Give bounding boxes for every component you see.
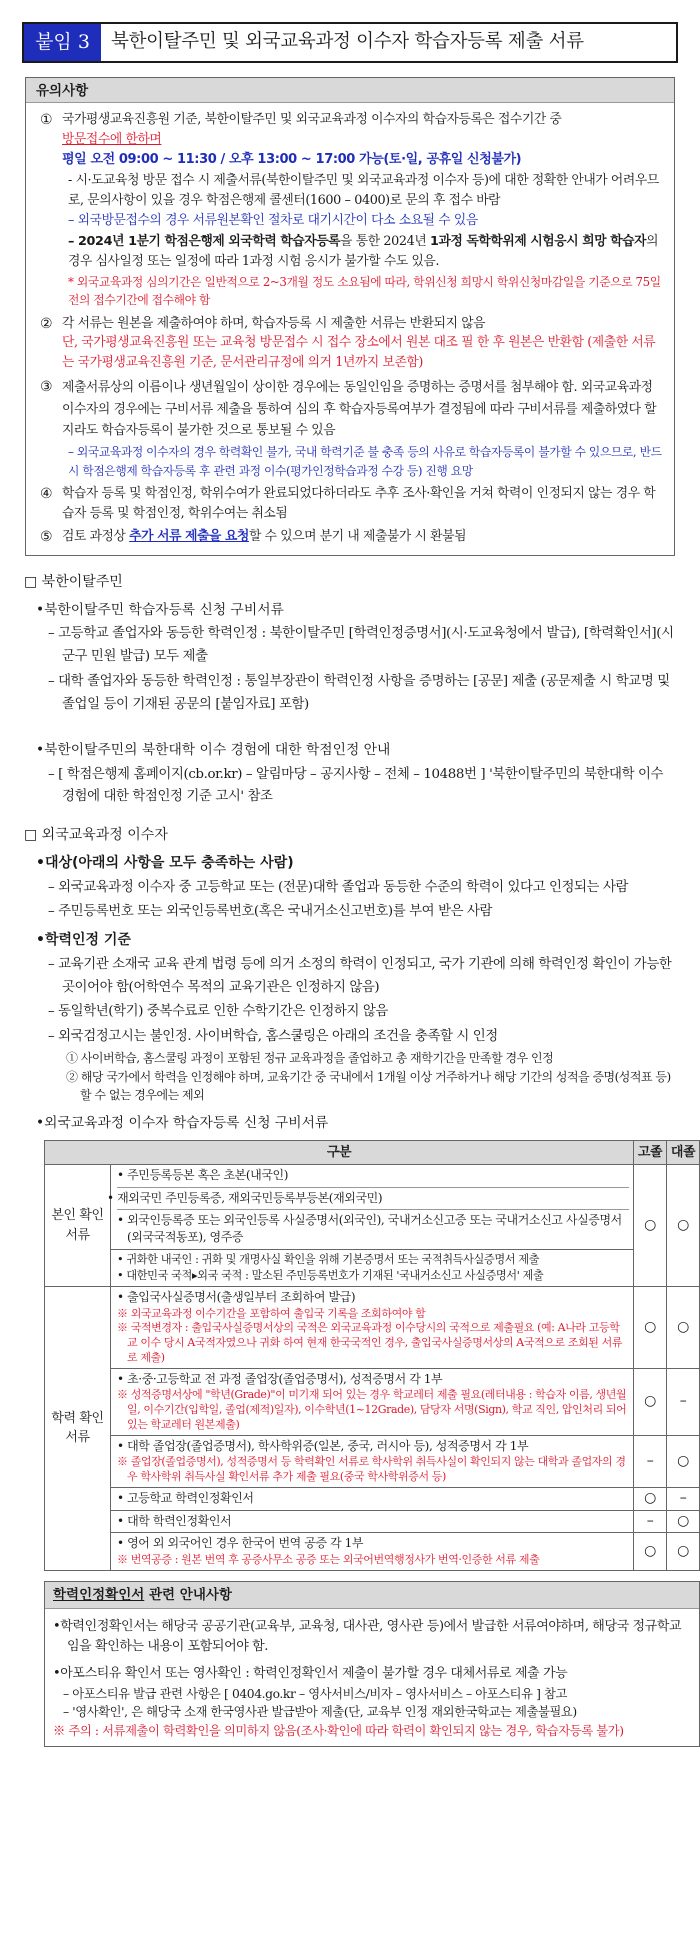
table-row — [45, 1487, 700, 1510]
table-row — [45, 1510, 700, 1533]
condition-item: ① 사이버학습, 홈스쿨링 과정이 포함된 정규 교육과정을 졸업하고 총 재학기간을 만족할 경우 인정 — [66, 1051, 554, 1066]
check-mark: ○ — [634, 1533, 667, 1570]
section-title-north-korea: □ 북한이탈주민 — [24, 574, 123, 591]
table-row — [45, 1435, 700, 1487]
notice-sub-note: * 외국교육과정 심의기간은 일반적으로 2~3개월 정도 소요됨에 따라, 학위신청 희망시 학위신청마감일을 기준으로 75일 전의 접수기간에 접수해야 함 — [68, 274, 661, 308]
check-mark: – — [634, 1435, 667, 1487]
notice-text: 검토 과정상 — [62, 529, 126, 545]
table-cell — [111, 1287, 634, 1369]
dash-item: – 주민등록번호 또는 외국인등록번호(혹은 국내거소신고번호)를 부여 받은 사람 — [48, 904, 493, 920]
notice-emphasis: 단, 국가평생교육진흥원 또는 교육청 방문접수 시 접수 장소에서 원본 대조 필 한 후 원본은 반환함 (제출한 서류는 국가평생교육진흥원 기준, 문서관리규정에 의거 1년까지 보존함) — [62, 335, 656, 371]
table-cell — [111, 1368, 634, 1435]
category-cell: 학력 확인 서류 — [45, 1287, 111, 1570]
item-number: ⑤ — [40, 529, 53, 546]
check-mark: – — [634, 1510, 667, 1533]
dash-item: – 외국검정고시는 불인정. 사이버학습, 홈스쿨링은 아래의 조건을 충족할 시 인정 — [48, 1029, 498, 1045]
bullet-heading: •북한이탈주민 학습자등록 신청 구비서류 — [36, 601, 284, 618]
bullet-heading: •외국교육과정 이수자 학습자등록 신청 구비서류 — [36, 1114, 329, 1131]
check-mark: ○ — [667, 1435, 700, 1487]
notice-item-4 — [40, 484, 664, 524]
notice-text: 각 서류는 원본을 제출하여야 하며, 학습자등록 시 제출한 서류는 반환되지 않음 — [62, 315, 486, 331]
item-number: ② — [40, 315, 53, 332]
notice-text: 제출서류상의 이름이나 생년월일이 상이한 경우에는 동일인임을 증명하는 증명서를 첨부해야 함. 외국교육과정 이수자의 경우에는 구비서류 제출을 통하여 심의 후 학습자등록여부가 결정됨에 따라 구비서류를 제출하였다 할지라도 학습자등록이 불가한 것으로 통보될 수 있음 — [62, 379, 657, 439]
condition-item: ② 해당 국가에서 학력을 인정해야 하며, 교육기간 중 국내에서 1개월 이상 거주하거나 해당 기간의 성적을 증명(성적표 등) 할 수 없는 경우에는 제외 — [66, 1069, 671, 1103]
notice-sub-bold: – 2024년 1분기 학점은행제 외국학력 학습자등록 — [68, 234, 341, 250]
table-cell — [111, 1510, 634, 1533]
table-row — [45, 1249, 700, 1286]
doc-note: ※ 성적증명서상에 "학년(Grade)"이 미기재 되어 있는 경우 학교레터 제출 필요(레터내용 : 학습자 이름, 생년월일, 이수기간(입학일, 졸업(제적)일자), 이수학년(1~12Grade), 담당자 서명(Sign), 학교 직인, 압인처리 되어있는 학교레터 원본제출) — [117, 1388, 627, 1432]
dash-item: – 교육기관 소재국 교육 관계 법령 등에 의거 소정의 학력이 인정되고, 국가 기관에 의해 학력인정 확인이 가능한 곳이어야 함(어학연수 목적의 교육기관은 인정하지 않음) — [48, 956, 672, 995]
table-row — [45, 1287, 700, 1369]
doc-item: • 대학 졸업장(졸업증명서), 학사학위증(일본, 중국, 러시아 등), 성적증명서 각 1부 — [117, 1438, 529, 1453]
attachment-tag: 붙임 3 — [24, 24, 101, 61]
doc-item: • 외국인등록증 또는 외국인등록 사실증명서(외국인), 국내거소신고증 또는 국내거소신고 사실증명서(외국국적동포), 영주증 — [117, 1212, 622, 1245]
check-mark: ○ — [667, 1533, 700, 1570]
notice-item-3 — [40, 377, 664, 480]
document-header — [22, 22, 678, 63]
doc-item: • 고등학교 학력인정확인서 — [117, 1491, 254, 1506]
bullet-heading: •대상(아래의 사항을 모두 충족하는 사람) — [36, 854, 294, 871]
notice-bullet: •학력인정확인서는 해당국 공공기관(교육부, 교육청, 대사관, 영사관 등)에서 발급한 서류여야하며, 해당국 정규학교임을 확인하는 내용이 포함되어야 함. — [53, 1618, 682, 1655]
doc-item: • 출입국사실증명서(출생일부터 조회하여 발급) — [117, 1290, 356, 1305]
notice-bullet: •아포스티유 확인서 또는 영사확인 : 학력인정확인서 제출이 불가할 경우 대체서류로 제출 가능 — [53, 1666, 568, 1682]
check-mark: ○ — [634, 1487, 667, 1510]
table-cell — [107, 1165, 634, 1250]
reception-hours: 평일 오전 09:00 ~ 11:30 / 오후 13:00 ~ 17:00 가능(토·일, 공휴일 신청불가) — [62, 151, 522, 167]
dash-item: – 동일학년(학기) 중복수료로 인한 수학기간은 인정하지 않음 — [48, 1004, 388, 1020]
notice-body — [26, 103, 674, 555]
check-mark: ○ — [667, 1287, 700, 1369]
table-row — [45, 1368, 700, 1435]
doc-item: • 대한민국 국적▸외국 국적 : 말소된 주민등록번호가 기재된 '국내거소신고 사실증명서' 제출 — [117, 1268, 544, 1282]
bullet-heading: •학력인정 기준 — [36, 932, 131, 949]
dash-item: – [ 학점은행제 홈페이지(cb.or.kr) – 알림마당 – 공지사항 – 전체 – 10488번 ] '북한이탈주민의 북한대학 이수 경험에 대한 학점인정 기준 고시' 참조 — [48, 766, 664, 805]
notice-sub: – 외국교육과정 이수자의 경우 학력확인 불가, 국내 학력기준 불 충족 등의 사유로 학습자등록이 불가할 수 있으므로, 반드시 학점은행제 학습자등록 후 관련 과정 이수(평가인정학습과정 수강 등) 진행 요망 — [68, 445, 662, 478]
table-header: 대졸 — [667, 1141, 700, 1165]
table-header: 구분 — [45, 1141, 634, 1165]
caution-note: ※ 주의 : 서류제출이 학력확인을 의미하지 않음(조사·확인에 따라 학력이 확인되지 않는 경우, 학습자등록 불가) — [53, 1723, 624, 1738]
notice-item-2 — [40, 314, 664, 373]
check-mark: – — [667, 1368, 700, 1435]
check-mark: ○ — [667, 1165, 700, 1287]
doc-note: ※ 졸업장(졸업증명서), 성적증명서 등 학력확인 서류로 학사학위 취득사실이 확인되지 않는 대학과 졸업자의 경우 학사학위 취득사실 확인서류 추가 제출 필요(중국 학사학위증서 등) — [117, 1455, 626, 1484]
heading-text: 관련 안내사항 — [144, 1586, 232, 1603]
category-cell: 본인 확인 서류 — [45, 1165, 111, 1287]
doc-item: • 귀화한 내국인 : 귀화 및 개명사실 확인을 위해 기본증명서 또는 국적취득사실증명서 제출 — [117, 1252, 540, 1266]
notice-emphasis: 추가 서류 제출을 요청 — [129, 529, 249, 545]
doc-item: • 대학 학력인정확인서 — [117, 1513, 232, 1528]
notice-text: 학습자 등록 및 학점인정, 학위수여가 완료되었다하더라도 추후 조사·확인을 거쳐 학력이 인정되지 않는 경우 학습자 등록 및 학점인정, 학위수여는 취소됨 — [62, 485, 656, 521]
notice-sub: – '영사확인', 은 해당국 소재 한국영사관 발급받아 제출(단, 교육부 인정 재외한국학교는 제출불필요) — [63, 1705, 577, 1720]
table-row — [45, 1533, 700, 1570]
check-mark: ○ — [634, 1165, 667, 1287]
doc-item: • 재외국민 주민등록증, 재외국민등록부등본(재외국민) — [117, 1188, 629, 1210]
table-cell — [111, 1533, 634, 1570]
notice-item-5 — [40, 527, 664, 549]
table-cell — [111, 1249, 634, 1286]
doc-item: • 초·중·고등학교 전 과정 졸업장(졸업증명서), 성적증명서 각 1부 — [117, 1371, 443, 1386]
document-title: 북한이탈주민 및 외국교육과정 이수자 학습자등록 제출 서류 — [111, 31, 584, 53]
dash-item: – 외국교육과정 이수자 중 고등학교 또는 (전문)대학 졸업과 동등한 수준의 학력이 있다고 인정되는 사람 — [48, 879, 629, 895]
doc-note: ※ 국적변경자 : 출입국사실증명서상의 국적은 외국교육과정 이수당시의 국적으로 제출필요 (예: A나라 고등학교 이수 당시 A국적자였으나 귀화 하여 현재 한국국적인 경우, 출입국사실증명서상의 A국적으로 조회된 서류로 제출) — [117, 1321, 623, 1365]
dash-item: – 고등학교 졸업자와 동등한 학력인정 : 북한이탈주민 [학력인정증명서](시·도교육청에서 발급), [학력확인서](시군구 민원 발급) 모두 제출 — [48, 626, 674, 664]
doc-item: • 영어 외 외국어인 경우 한국어 번역 공증 각 1부 — [117, 1536, 364, 1551]
table-row — [45, 1165, 700, 1250]
notice-emphasis: 방문접수에 한하며 — [62, 131, 162, 147]
notice-box — [25, 77, 675, 556]
doc-note: ※ 외국교육과정 이수기간을 포함하여 출입국 기록을 조회하여야 함 — [117, 1306, 426, 1320]
table-cell — [111, 1435, 634, 1487]
heading-underlined: 학력인정확인서 — [53, 1586, 145, 1603]
certificate-notice-body — [45, 1609, 699, 1747]
notice-sub: - 시·도교육청 방문 접수 시 제출서류(북한이탈주민 및 외국교육과정 이수자 등)에 대한 정확한 안내가 어려우므로, 문의사항이 있을 경우 학점은행제 콜센터(1600 – 0400)로 문의 후 접수 바람 — [68, 172, 659, 208]
notice-sub-bold: 1과정 독학학위제 시험응시 희망 학습자 — [429, 234, 647, 250]
notice-sub: 의 경우 심사일정 또는 일정에 따라 1과정 시험 응시가 불가할 수도 있음. — [68, 234, 659, 270]
certificate-notice-heading — [45, 1582, 699, 1609]
notice-item-1 — [40, 110, 664, 310]
item-number: ③ — [40, 378, 53, 395]
table-header: 고졸 — [634, 1141, 667, 1165]
notice-text: 국가평생교육진흥원 기준, 북한이탈주민 및 외국교육과정 이수자의 학습자등록은 접수기간 중 — [62, 112, 562, 127]
doc-note: ※ 번역공증 : 원본 번역 후 공증사무소 공증 또는 외국어번역행정사가 번역·인증한 서류 제출 — [117, 1552, 540, 1566]
notice-heading: 유의사항 — [26, 78, 674, 103]
table-cell — [111, 1487, 634, 1510]
item-number: ① — [40, 112, 53, 128]
required-documents-table — [44, 1140, 700, 1570]
notice-text: 할 수 있으며 분기 내 제출불가 시 환불됨 — [248, 529, 467, 545]
item-number: ④ — [40, 485, 53, 502]
bullet-heading: •북한이탈주민의 북한대학 이수 경험에 대한 학점인정 안내 — [36, 742, 391, 759]
dash-item: – 대학 졸업자와 동등한 학력인정 : 통일부장관이 학력인정 사항을 증명하는 [공문] 제출 (공문제출 시 학교명 및 졸업일 등이 기재된 공문의 [붙임자료] 포함) — [48, 673, 670, 712]
check-mark: – — [667, 1487, 700, 1510]
notice-sub: – 외국방문접수의 경우 서류원본확인 절차로 대기시간이 다소 소요될 수 있음 — [68, 213, 478, 229]
section-title-foreign-education: □ 외국교육과정 이수자 — [24, 827, 168, 844]
notice-sub: – 아포스티유 발급 관련 사항은 [ 0404.go.kr – 영사서비스/비자 – 영사서비스 – 아포스티유 ] 참고 — [63, 1686, 567, 1701]
certificate-notice-box — [44, 1581, 700, 1748]
check-mark: ○ — [634, 1368, 667, 1435]
notice-sub: 을 통한 2024년 — [340, 234, 427, 250]
check-mark: ○ — [634, 1287, 667, 1369]
doc-item: • 주민등록등본 혹은 초본(내국인) — [117, 1167, 629, 1187]
check-mark: ○ — [667, 1510, 700, 1533]
